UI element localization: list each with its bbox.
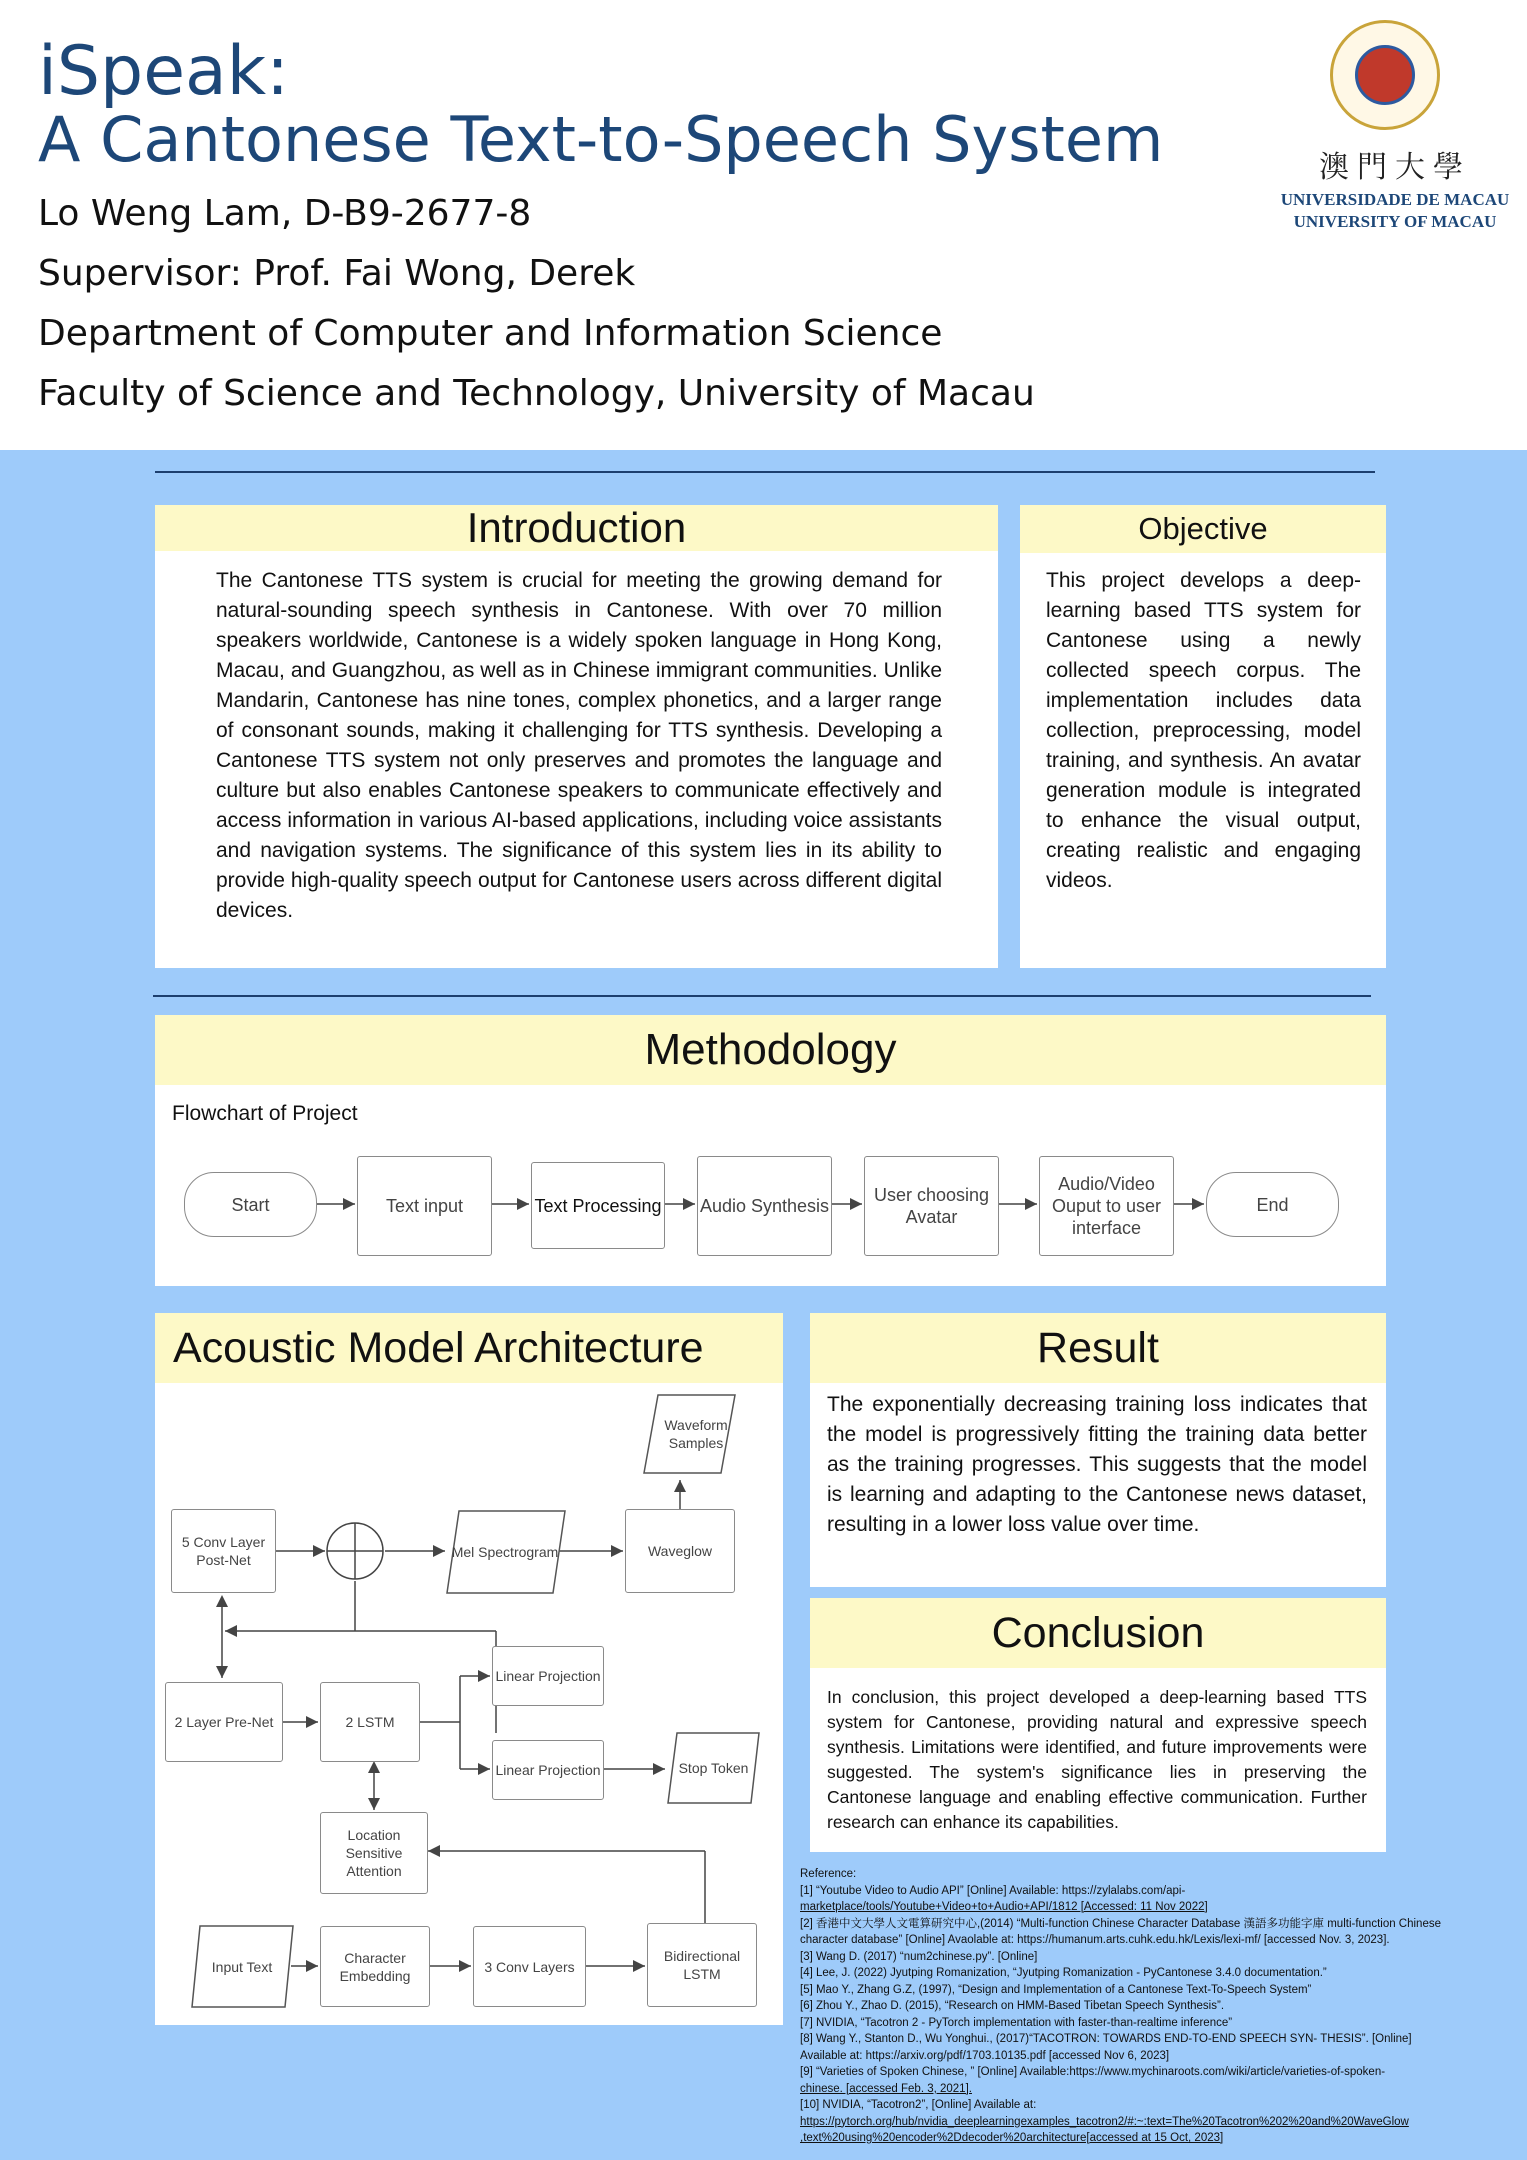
reference-line: [2] 香港中文大學人文電算研究中心,(2014) “Multi-function Chinese Character Database 漢語多功能字庫 multi-function Chinese — [800, 1917, 1441, 1930]
arch-3-conv-layers: 3 Conv Layers — [473, 1926, 586, 2007]
result-text: The exponentially decreasing training loss indicates that the model is progressively fitting the training data better as the training progresses. This suggests that the model is learning and adapting to the Cantonese news dataset, resulting in a lower loss value over time. — [827, 1393, 1367, 1536]
faculty-line: Faculty of Science and Technology, University of Macau — [38, 373, 1035, 414]
objective-panel — [1020, 505, 1386, 968]
reference-line: [4] Lee, J. (2022) Jyutping Romanization, “Jyutping Romanization - PyCantonese 3.4.0 documentation.” — [800, 1967, 1327, 1979]
reference-line: [3] Wang D. (2017) “num2chinese.py”. [Online] — [800, 1950, 1038, 1963]
references-heading: Reference: — [800, 1868, 857, 1880]
flow-start: Start — [184, 1172, 317, 1237]
flow-user-choosing-avatar: User choosing Avatar — [864, 1156, 999, 1256]
conclusion-text: In conclusion, this project developed a deep-learning based TTS system for Cantonese, providing natural and expressive speech synthesis. Limitations were identified, and future improvements were suggested. The system's significance lies in preserving the Cantonese language and enabling effective communication. Further research can enhance its capabilities. — [827, 1687, 1367, 1832]
logo-portuguese-name: UNIVERSIDADE DE MACAU — [1280, 190, 1510, 209]
reference-line[interactable]: ,text%20using%20encoder%2Ddecoder%20architecture[accessed at 15 Oct, 2023] — [800, 2132, 1224, 2144]
logo-chinese-name: 澳門大學 — [1319, 150, 1471, 185]
flow-text-processing: Text Processing — [531, 1162, 665, 1249]
arch-linear-projection-1: Linear Projection — [492, 1646, 604, 1706]
poster-header — [0, 0, 1527, 450]
arch-2-lstm: 2 LSTM — [320, 1682, 420, 1762]
logo-english-name: UNIVERSITY OF MACAU — [1293, 212, 1497, 231]
architecture-heading: Acoustic Model Architecture — [155, 1313, 783, 1383]
reference-line[interactable]: chinese. [accessed Feb. 3, 2021]. — [800, 2082, 972, 2095]
arch-prenet: 2 Layer Pre-Net — [165, 1682, 283, 1762]
arch-mel-spectrogram: Mel Spectrogram — [451, 1544, 559, 1560]
methodology-panel — [155, 1015, 1386, 1286]
result-panel — [810, 1313, 1386, 1587]
arch-input-text: Input Text — [211, 1958, 273, 1975]
reference-line: [7] NVIDIA, “Tacotron 2 - PyTorch implementation with faster-than-realtime inference” — [800, 2016, 1233, 2029]
department-line: Department of Computer and Information Science — [38, 313, 943, 354]
arch-waveglow: Waveglow — [625, 1509, 735, 1593]
reference-line[interactable]: https://pytorch.org/hub/nvidia_deeplearningexamples_tacotron2/#:~:text=The%20Tacotron%202%20and%20WaveGlow — [800, 2115, 1409, 2128]
introduction-panel — [155, 505, 998, 968]
poster-title: iSpeak: — [38, 32, 290, 111]
supervisor-line: Supervisor: Prof. Fai Wong, Derek — [38, 253, 636, 294]
reference-line: [6] Zhou Y., Zhao D. (2015), “Research on HMM-Based Tibetan Speech Synthesis”. — [800, 2000, 1225, 2012]
arch-waveform-samples: Waveform Samples — [664, 1417, 728, 1451]
conclusion-heading: Conclusion — [810, 1598, 1386, 1668]
reference-line[interactable]: [9] “Varieties of Spoken Chinese, ” [Online] Available:https://www.mychinaroots.com/wiki/article/varieties-of-spoken- — [800, 2066, 1386, 2078]
flow-audio-synthesis: Audio Synthesis — [697, 1156, 832, 1256]
arch-stop-token: Stop Token — [678, 1760, 749, 1776]
references — [800, 1866, 1490, 2147]
reference-line: [5] Mao Y., Zhang G.Z, (1997), “Design and Implementation of a Cantonese Text-To-Speech System” — [800, 1983, 1312, 1996]
arch-location-attention: Location Sensitive Attention — [320, 1812, 428, 1894]
arch-postnet: 5 Conv Layer Post-Net — [171, 1509, 276, 1593]
divider-middle — [153, 995, 1371, 997]
arch-bidirectional-lstm: Bidirectional LSTM — [647, 1923, 757, 2007]
poster-subtitle: A Cantonese Text-to-Speech System — [38, 103, 1164, 176]
objective-heading: Objective — [1020, 505, 1386, 553]
reference-line: [8] Wang Y., Stanton D., Wu Yonghui., (2017)“TACOTRON: TOWARDS END-TO-END SPEECH SYN- THESIS”. [Online] — [800, 2033, 1412, 2045]
flow-text-input: Text input — [357, 1156, 492, 1256]
arch-linear-projection-2: Linear Projection — [492, 1740, 604, 1800]
reference-line: [1] “Youtube Video to Audio API” [Online] Available: https://zylalabs.com/api- — [800, 1884, 1186, 1897]
reference-line: character database” [Online] Avaolable at: https://humanum.arts.cuhk.edu.hk/Lexis/lexi-mf/ [accessed Nov. 3, 2023]. — [800, 1934, 1390, 1946]
reference-line[interactable]: marketplace/tools/Youtube+Video+to+Audio+API/1812 [Accessed: 11 Nov 2022] — [800, 1901, 1208, 1913]
result-heading: Result — [810, 1313, 1386, 1383]
divider-top — [155, 471, 1375, 473]
flow-audio-video-output: Audio/Video Ouput to user interface — [1039, 1156, 1174, 1256]
flowchart-caption: Flowchart of Project — [172, 1102, 358, 1125]
objective-text: This project develops a deep-learning based TTS system for Cantonese using a newly collected speech corpus. The implementation includes data collection, preprocessing, model training, and synthesis. An avatar generation module is integrated to enhance the visual output, creating realistic and engaging videos. — [1046, 569, 1361, 892]
conclusion-panel — [810, 1598, 1386, 1852]
reference-line: [10] NVIDIA, “Tacotron2”, [Online] Available at: — [800, 2099, 1037, 2111]
arch-character-embedding: Character Embedding — [320, 1926, 430, 2007]
methodology-heading: Methodology — [155, 1015, 1386, 1085]
university-seal-icon — [1330, 20, 1440, 130]
introduction-heading: Introduction — [155, 505, 998, 551]
flow-end: End — [1206, 1172, 1339, 1237]
introduction-text: The Cantonese TTS system is crucial for meeting the growing demand for natural-sounding speech synthesis in Cantonese. With over 70 million speakers worldwide, Cantonese is a widely spoken language in Hong Kong, Macau, and Guangzhou, as well as in Chinese immigrant communities. Unlike Mandarin, Cantonese has nine tones, complex phonetics, and a larger range of consonant sounds, making it challenging for TTS synthesis. Developing a Cantonese TTS system not only preserves and promotes the language and culture but also enables Cantonese speakers to communicate effectively and access information in various AI-based applications, including voice assistants and navigation systems. The significance of this system lies in its ability to provide high-quality speech output for Cantonese users across different digital devices. — [216, 569, 942, 922]
reference-line[interactable]: Available at: https://arxiv.org/pdf/1703.10135.pdf [accessed Nov 6, 2023] — [800, 2049, 1170, 2062]
university-logo — [1265, 20, 1525, 230]
architecture-panel — [155, 1313, 783, 2025]
author-line: Lo Weng Lam, D-B9-2677-8 — [38, 193, 532, 234]
